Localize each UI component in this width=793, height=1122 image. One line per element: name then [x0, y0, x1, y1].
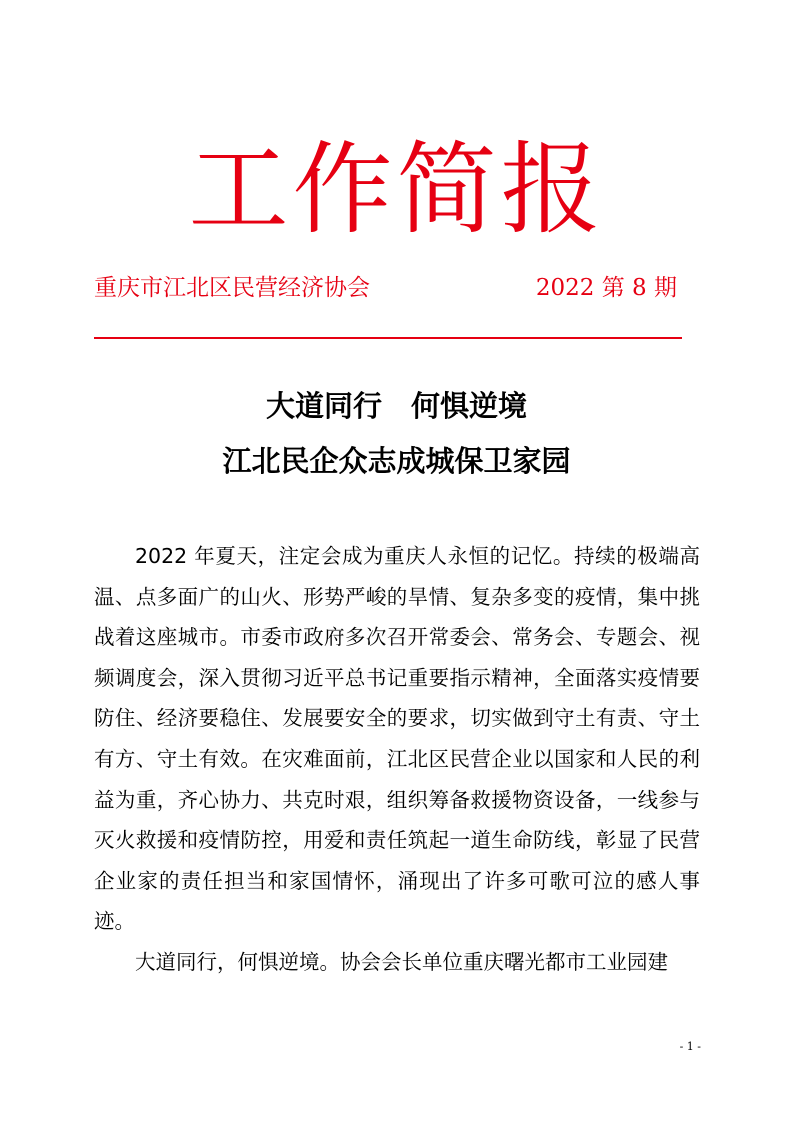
headline-line-1: 大道同行 何惧逆境 [265, 389, 527, 423]
issue-number: 2022 第 8 期 [535, 275, 677, 301]
page-number: - 1 - [679, 1040, 701, 1053]
masthead-title: 工作简报 [188, 131, 605, 248]
body-paragraph-2: 大道同行，何惧逆境。协会会长单位重庆曙光都市工业园建 [135, 950, 668, 974]
headline-line-2: 江北民企众志成城保卫家园 [222, 444, 571, 478]
body-paragraph-1: 2022 年夏天，注定会成为重庆人永恒的记忆。持续的极端高温、点多面广的山火、形势严峻的旱情、复杂多变的疫情，集中挑战着这座城市。市委市政府多次召开常委会、常务会、专题会、视频调度会，深入贯彻习近平总书记重要指示精神，全面落实疫情要防住、经济要稳住、发展要安全的要求，切实做到守土有责、守土有方、守土有效。在灾难面前，江北区民营企业以国家和人民的利益为重，齐心协力、共克时艰，组织筹备救援物资设备，一线参与灭火救援和疫情防控，用爱和责任筑起一道生命防线，彰显了民营企业家的责任担当和家国情怀，涌现出了许多可歌可泣的感人事迹。 [94, 544, 700, 934]
organization-name: 重庆市江北区民营经济协会 [94, 275, 370, 301]
header-divider [94, 337, 682, 339]
